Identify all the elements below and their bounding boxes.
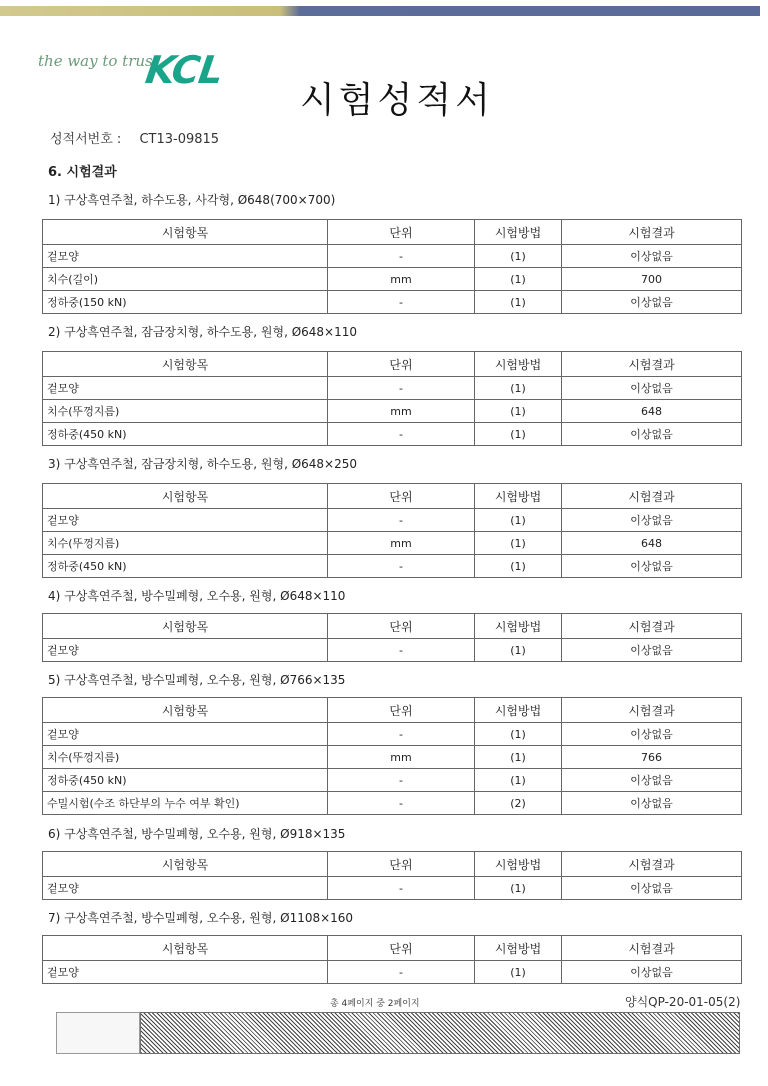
table-header-row	[43, 852, 742, 877]
column-header: 시험결과	[562, 614, 742, 639]
result-cell: 648	[562, 400, 742, 423]
table-row	[43, 400, 742, 423]
table-row	[43, 555, 742, 578]
column-header: 시험결과	[562, 220, 742, 245]
table-row	[43, 769, 742, 792]
table-row	[43, 746, 742, 769]
stamp-area	[56, 1012, 140, 1054]
method-cell: (1)	[475, 961, 562, 984]
table-header-row	[43, 352, 742, 377]
test-item-cell: 겉모양	[43, 961, 328, 984]
page-info: 총 4페이지 중 2페이지	[330, 999, 420, 1009]
test-item-cell: 겉모양	[43, 377, 328, 400]
result-cell: 이상없음	[562, 291, 742, 314]
table-row	[43, 377, 742, 400]
column-header: 단위	[328, 698, 475, 723]
table-row	[43, 268, 742, 291]
unit-cell: -	[328, 961, 475, 984]
test-item-cell: 정하중(450 kN)	[43, 555, 328, 578]
column-header: 단위	[328, 220, 475, 245]
results-table	[42, 483, 742, 578]
unit-cell: mm	[328, 532, 475, 555]
method-cell: (1)	[475, 532, 562, 555]
column-header: 시험방법	[475, 484, 562, 509]
method-cell: (1)	[475, 509, 562, 532]
column-header: 시험항목	[43, 936, 328, 961]
column-header: 시험항목	[43, 852, 328, 877]
table-row	[43, 509, 742, 532]
column-header: 시험결과	[562, 484, 742, 509]
group-title: 1) 구상흑연주철, 하수도용, 사각형, Ø648(700×700)	[48, 193, 336, 207]
results-table	[42, 219, 742, 314]
table-row	[43, 639, 742, 662]
certificate-number-label: 성적서번호 :	[50, 132, 122, 147]
column-header: 단위	[328, 936, 475, 961]
result-cell: 이상없음	[562, 377, 742, 400]
table-row	[43, 792, 742, 815]
unit-cell: -	[328, 723, 475, 746]
column-header: 시험방법	[475, 936, 562, 961]
table-row	[43, 423, 742, 446]
result-cell: 이상없음	[562, 423, 742, 446]
result-cell: 이상없음	[562, 245, 742, 268]
unit-cell: -	[328, 769, 475, 792]
test-item-cell: 겉모양	[43, 245, 328, 268]
column-header: 시험항목	[43, 484, 328, 509]
column-header: 단위	[328, 614, 475, 639]
column-header: 단위	[328, 484, 475, 509]
test-item-cell: 겉모양	[43, 509, 328, 532]
unit-cell: -	[328, 377, 475, 400]
results-table	[42, 351, 742, 446]
column-header: 시험항목	[43, 220, 328, 245]
unit-cell: mm	[328, 400, 475, 423]
logo-mark: KCL	[142, 48, 226, 92]
result-cell: 이상없음	[562, 555, 742, 578]
table-row	[43, 245, 742, 268]
column-header: 단위	[328, 352, 475, 377]
group-title: 7) 구상흑연주철, 방수밀폐형, 오수용, 원형, Ø1108×160	[48, 911, 354, 925]
result-cell: 766	[562, 746, 742, 769]
test-item-cell: 치수(뚜껑지름)	[43, 532, 328, 555]
result-cell: 이상없음	[562, 639, 742, 662]
method-cell: (1)	[475, 769, 562, 792]
method-cell: (1)	[475, 423, 562, 446]
test-item-cell: 정하중(450 kN)	[43, 769, 328, 792]
method-cell: (1)	[475, 400, 562, 423]
table-row	[43, 877, 742, 900]
column-header: 시험항목	[43, 614, 328, 639]
column-header: 단위	[328, 852, 475, 877]
column-header: 시험결과	[562, 698, 742, 723]
result-cell: 이상없음	[562, 723, 742, 746]
result-cell: 이상없음	[562, 792, 742, 815]
test-item-cell: 치수(뚜껑지름)	[43, 400, 328, 423]
test-item-cell: 수밀시험(수조 하단부의 누수 여부 확인)	[43, 792, 328, 815]
results-table	[42, 935, 742, 984]
kcl-logo	[38, 48, 238, 98]
method-cell: (1)	[475, 268, 562, 291]
header-color-bar	[0, 6, 760, 16]
unit-cell: -	[328, 639, 475, 662]
group-title: 4) 구상흑연주철, 방수밀폐형, 오수용, 원형, Ø648×110	[48, 589, 346, 603]
result-cell: 이상없음	[562, 509, 742, 532]
test-item-cell: 정하중(450 kN)	[43, 423, 328, 446]
results-table	[42, 613, 742, 662]
unit-cell: -	[328, 291, 475, 314]
unit-cell: -	[328, 877, 475, 900]
table-header-row	[43, 220, 742, 245]
column-header: 시험결과	[562, 352, 742, 377]
method-cell: (1)	[475, 639, 562, 662]
column-header: 시험방법	[475, 852, 562, 877]
column-header: 시험결과	[562, 936, 742, 961]
table-row	[43, 961, 742, 984]
unit-cell: -	[328, 555, 475, 578]
method-cell: (2)	[475, 792, 562, 815]
column-header: 시험방법	[475, 698, 562, 723]
group-title: 2) 구상흑연주철, 잠금장치형, 하수도용, 원형, Ø648×110	[48, 325, 358, 339]
section-title: 6. 시험결과	[48, 165, 117, 180]
results-table	[42, 851, 742, 900]
form-code: 양식QP-20-01-05(2)	[625, 995, 741, 1009]
security-pattern	[140, 1012, 740, 1054]
column-header: 시험방법	[475, 220, 562, 245]
group-title: 3) 구상흑연주철, 잠금장치형, 하수도용, 원형, Ø648×250	[48, 457, 358, 471]
result-cell: 이상없음	[562, 961, 742, 984]
table-header-row	[43, 936, 742, 961]
unit-cell: -	[328, 792, 475, 815]
test-item-cell: 정하중(150 kN)	[43, 291, 328, 314]
method-cell: (1)	[475, 555, 562, 578]
method-cell: (1)	[475, 877, 562, 900]
table-header-row	[43, 614, 742, 639]
result-cell: 이상없음	[562, 769, 742, 792]
table-row	[43, 532, 742, 555]
results-table	[42, 697, 742, 815]
test-item-cell: 치수(길이)	[43, 268, 328, 291]
unit-cell: mm	[328, 746, 475, 769]
certificate-number-row	[50, 128, 233, 147]
result-cell: 이상없음	[562, 877, 742, 900]
result-cell: 648	[562, 532, 742, 555]
table-row	[43, 723, 742, 746]
column-header: 시험결과	[562, 852, 742, 877]
unit-cell: -	[328, 245, 475, 268]
method-cell: (1)	[475, 746, 562, 769]
method-cell: (1)	[475, 245, 562, 268]
table-header-row	[43, 698, 742, 723]
document-title: 시험성적서	[300, 80, 494, 121]
method-cell: (1)	[475, 723, 562, 746]
unit-cell: -	[328, 423, 475, 446]
column-header: 시험방법	[475, 352, 562, 377]
test-item-cell: 치수(뚜껑지름)	[43, 746, 328, 769]
test-item-cell: 겉모양	[43, 723, 328, 746]
logo-tagline: the way to trust	[38, 52, 159, 70]
group-title: 5) 구상흑연주철, 방수밀폐형, 오수용, 원형, Ø766×135	[48, 673, 346, 687]
column-header: 시험항목	[43, 352, 328, 377]
group-title: 6) 구상흑연주철, 방수밀폐형, 오수용, 원형, Ø918×135	[48, 827, 346, 841]
test-item-cell: 겉모양	[43, 877, 328, 900]
table-row	[43, 291, 742, 314]
test-item-cell: 겉모양	[43, 639, 328, 662]
table-header-row	[43, 484, 742, 509]
method-cell: (1)	[475, 377, 562, 400]
method-cell: (1)	[475, 291, 562, 314]
result-cell: 700	[562, 268, 742, 291]
unit-cell: -	[328, 509, 475, 532]
certificate-number: CT13-09815	[139, 132, 220, 147]
column-header: 시험방법	[475, 614, 562, 639]
unit-cell: mm	[328, 268, 475, 291]
column-header: 시험항목	[43, 698, 328, 723]
